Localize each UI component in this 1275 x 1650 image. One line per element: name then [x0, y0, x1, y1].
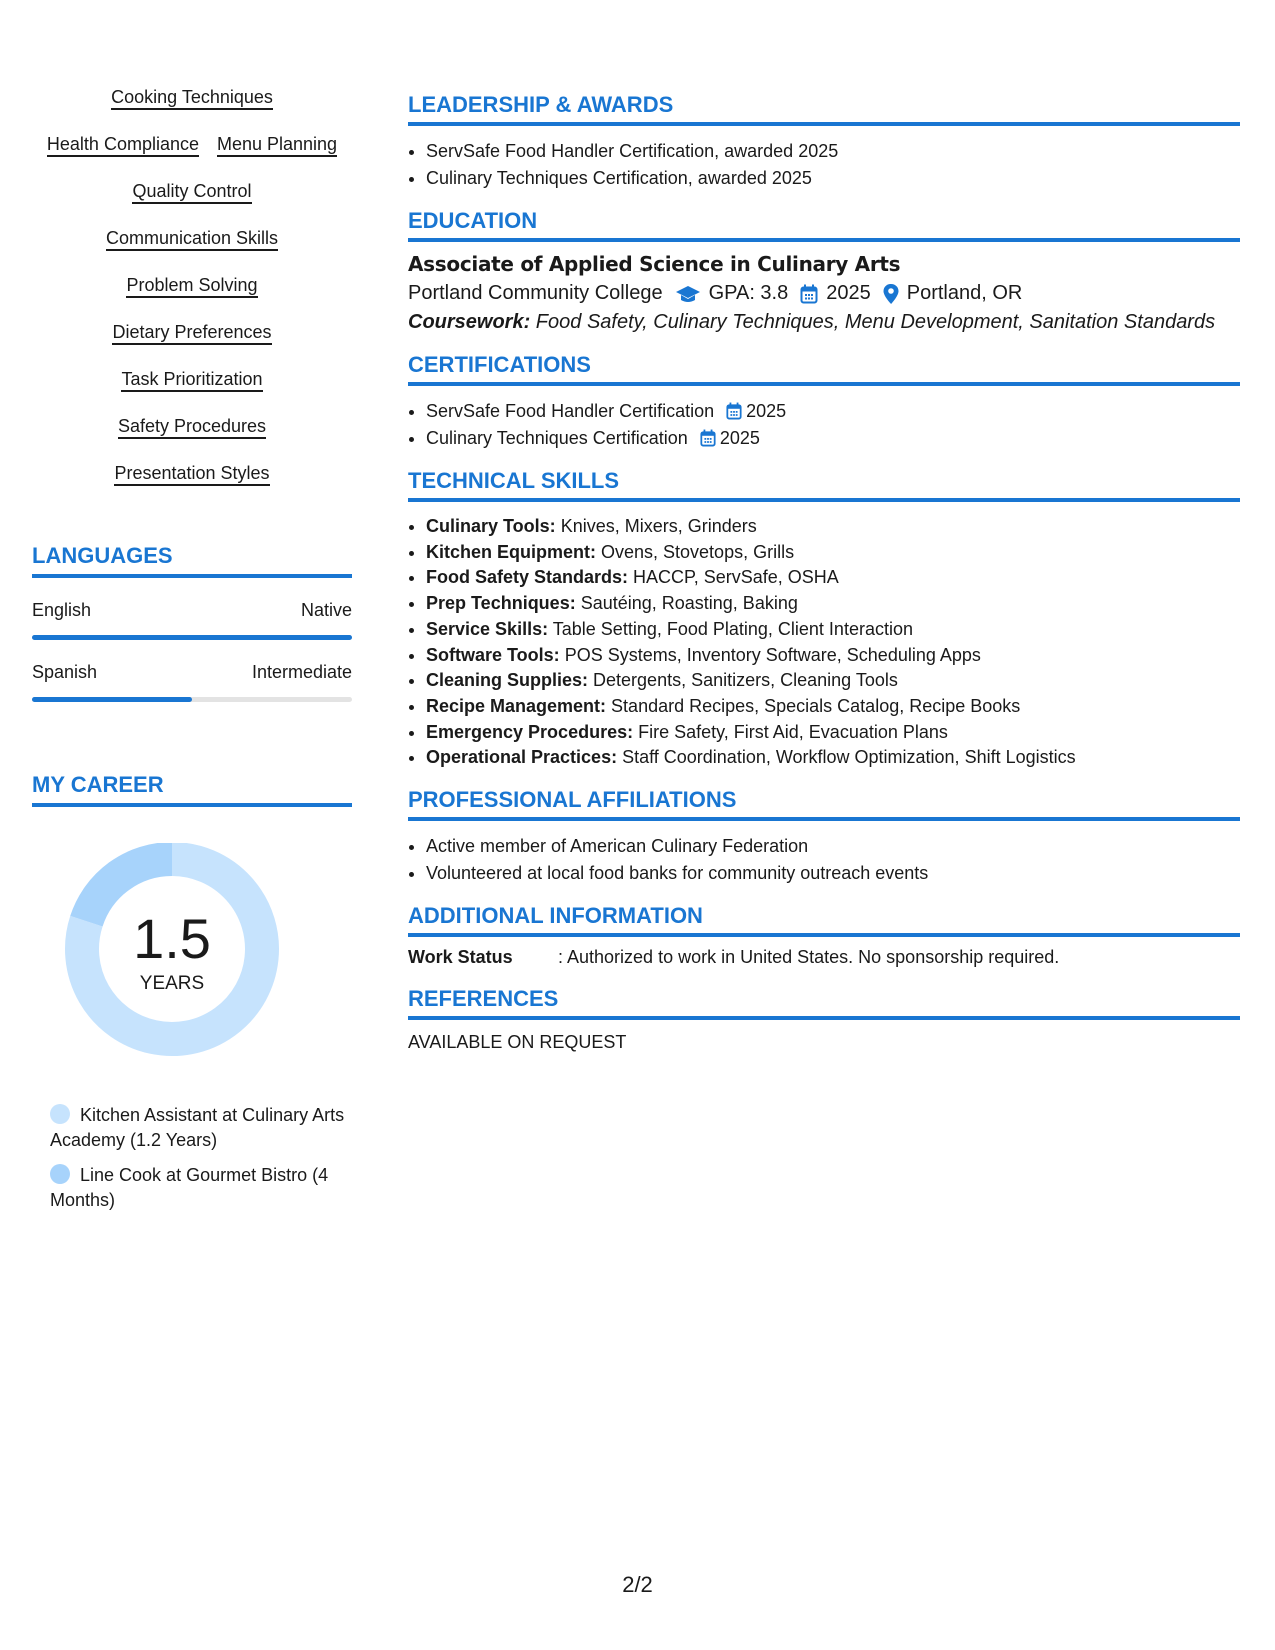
- certifications-list: [408, 398, 1240, 452]
- technical-skill-item: [426, 720, 1240, 746]
- language-bar-fill: [32, 635, 352, 640]
- coursework: [408, 311, 1240, 334]
- technical-skill-item: [426, 745, 1240, 771]
- technical-skill-value: Ovens, Stovetops, Grills: [596, 541, 795, 562]
- language-item: [32, 662, 352, 702]
- career-legend-item: [50, 1103, 352, 1153]
- technical-skill-value: Standard Recipes, Specials Catalog, Recipe Books: [606, 695, 1021, 716]
- work-status-row: [408, 947, 1240, 968]
- certification-item: [426, 398, 1240, 425]
- education-heading: EDUCATION: [408, 208, 1240, 242]
- technical-skill-label: Food Safety Standards:: [426, 567, 629, 588]
- language-row: [32, 600, 352, 621]
- work-status-value: : Authorized to work in United States. No sponsorship required.: [558, 947, 1060, 968]
- affiliations-section: [408, 787, 1240, 887]
- career-legend: [32, 1103, 352, 1213]
- degree-title: Associate of Applied Science in Culinary Arts: [408, 252, 901, 276]
- technical-skill-item: [426, 617, 1240, 643]
- school-name: Portland Community College: [408, 282, 663, 304]
- technical-skill-label: Emergency Procedures:: [426, 721, 634, 742]
- technical-skill-value: Sautéing, Roasting, Baking: [575, 593, 798, 614]
- left-column: [32, 80, 352, 1223]
- calendar-icon: [726, 402, 742, 420]
- technical-skill-value: Detergents, Sanitizers, Cleaning Tools: [588, 670, 898, 691]
- language-row: [32, 662, 352, 683]
- references-heading: REFERENCES: [408, 986, 1240, 1020]
- affiliations-heading: PROFESSIONAL AFFILIATIONS: [408, 787, 1240, 821]
- list-item: • Culinary Techniques Certification, awarded 2025: [426, 165, 1240, 192]
- leadership-heading: LEADERSHIP & AWARDS: [408, 92, 1240, 126]
- legend-dot: [50, 1164, 70, 1184]
- technical-skill-item: [426, 668, 1240, 694]
- language-name: English: [32, 600, 92, 620]
- skill-chip: Health Compliance: [47, 127, 199, 157]
- language-item: [32, 600, 352, 640]
- education-meta: [408, 282, 1240, 305]
- technical-skill-label: Cleaning Supplies:: [426, 670, 589, 691]
- technical-skill-item: [426, 591, 1240, 617]
- technical-skills-list: [408, 514, 1240, 771]
- location-pin-icon: [883, 284, 899, 304]
- certification-year: 2025: [719, 428, 760, 448]
- right-column: [408, 92, 1240, 1053]
- technical-skill-label: Kitchen Equipment:: [426, 541, 596, 562]
- technical-skills-section: [408, 468, 1240, 771]
- certification-item: [426, 425, 1240, 452]
- certification-year: 2025: [746, 401, 787, 421]
- technical-skill-item: [426, 565, 1240, 591]
- references-text: AVAILABLE ON REQUEST: [408, 1032, 627, 1053]
- leadership-list: [408, 138, 1240, 192]
- additional-info-heading: ADDITIONAL INFORMATION: [408, 903, 1240, 937]
- language-level: Native: [300, 600, 352, 620]
- technical-skill-label: Software Tools:: [426, 644, 560, 665]
- technical-skill-label: Culinary Tools:: [426, 516, 556, 536]
- technical-skill-item: [426, 514, 1240, 540]
- gpa: GPA: 3.8: [708, 282, 789, 304]
- technical-skill-value: Fire Safety, First Aid, Evacuation Plans: [633, 721, 948, 742]
- page-number: 2/2: [622, 1572, 653, 1597]
- technical-skill-item: [426, 540, 1240, 566]
- certifications-heading: CERTIFICATIONS: [408, 352, 1240, 386]
- coursework-label: Coursework:: [408, 311, 531, 333]
- technical-skill-value: HACCP, ServSafe, OSHA: [628, 567, 839, 588]
- technical-skill-value: Knives, Mixers, Grinders: [555, 516, 757, 536]
- school-location: Portland, OR: [906, 282, 1023, 304]
- career-total: 1.5: [133, 907, 211, 970]
- technical-skill-value: POS Systems, Inventory Software, Scheduling Apps: [559, 644, 981, 665]
- legend-dot: [50, 1104, 70, 1124]
- career-donut: [32, 843, 352, 1073]
- list-item: • ServSafe Food Handler Certification, awarded 2025: [426, 138, 1240, 165]
- skill-chip: Presentation Styles: [114, 456, 269, 486]
- calendar-icon: [800, 284, 818, 304]
- career-section: [32, 772, 352, 1213]
- technical-skill-item: [426, 643, 1240, 669]
- skill-chip: Safety Procedures: [118, 409, 266, 439]
- skill-chip: Dietary Preferences: [112, 315, 271, 345]
- graduation-cap-icon: [675, 284, 701, 304]
- skill-chip: Problem Solving: [126, 268, 257, 298]
- languages-heading: LANGUAGES: [32, 543, 352, 578]
- skill-chip: Cooking Techniques: [111, 80, 273, 110]
- career-legend-item: [50, 1163, 352, 1213]
- graduation-year: 2025: [826, 282, 871, 304]
- skill-chip: Quality Control: [132, 174, 251, 204]
- coursework-list: Food Safety, Culinary Techniques, Menu Development, Sanitation Standards: [530, 311, 1216, 333]
- skills-list: [32, 80, 352, 503]
- additional-info-section: [408, 903, 1240, 968]
- work-status-label: Work Status: [408, 947, 513, 968]
- technical-skill-label: Recipe Management:: [426, 695, 607, 716]
- technical-skill-value: Table Setting, Food Plating, Client Interaction: [548, 618, 913, 639]
- languages-list: [32, 600, 352, 702]
- languages-section: [32, 543, 352, 702]
- career-legend-text: Line Cook at Gourmet Bistro (4 Months): [50, 1165, 329, 1210]
- language-level: Intermediate: [251, 662, 352, 682]
- calendar-icon: [700, 429, 716, 447]
- certifications-section: [408, 352, 1240, 452]
- technical-skill-value: Staff Coordination, Workflow Optimization, Shift Logistics: [617, 747, 1076, 768]
- language-bar-fill: [32, 697, 192, 702]
- technical-skill-label: Operational Practices:: [426, 747, 618, 768]
- career-unit: YEARS: [139, 973, 205, 994]
- skill-chip: Task Prioritization: [121, 362, 262, 392]
- education-section: [408, 208, 1240, 334]
- technical-skill-label: Service Skills:: [426, 618, 549, 639]
- leadership-section: [408, 92, 1240, 192]
- references-section: [408, 986, 1240, 1053]
- language-name: Spanish: [32, 662, 98, 682]
- career-heading: MY CAREER: [32, 772, 352, 807]
- certification-name: ServSafe Food Handler Certification: [426, 401, 715, 421]
- technical-skills-heading: TECHNICAL SKILLS: [408, 468, 1240, 502]
- language-bar: [32, 697, 352, 702]
- career-legend-text: Kitchen Assistant at Culinary Arts Academy (1.2 Years): [50, 1105, 345, 1150]
- technical-skill-label: Prep Techniques:: [426, 593, 576, 614]
- certification-name: Culinary Techniques Certification: [426, 428, 688, 448]
- list-item: • Active member of American Culinary Federation: [426, 833, 1240, 860]
- list-item: • Volunteered at local food banks for community outreach events: [426, 860, 1240, 887]
- language-bar: [32, 635, 352, 640]
- technical-skill-item: [426, 694, 1240, 720]
- affiliations-list: [408, 833, 1240, 887]
- skill-chip: Communication Skills: [106, 221, 278, 251]
- skill-chip: Menu Planning: [217, 127, 337, 157]
